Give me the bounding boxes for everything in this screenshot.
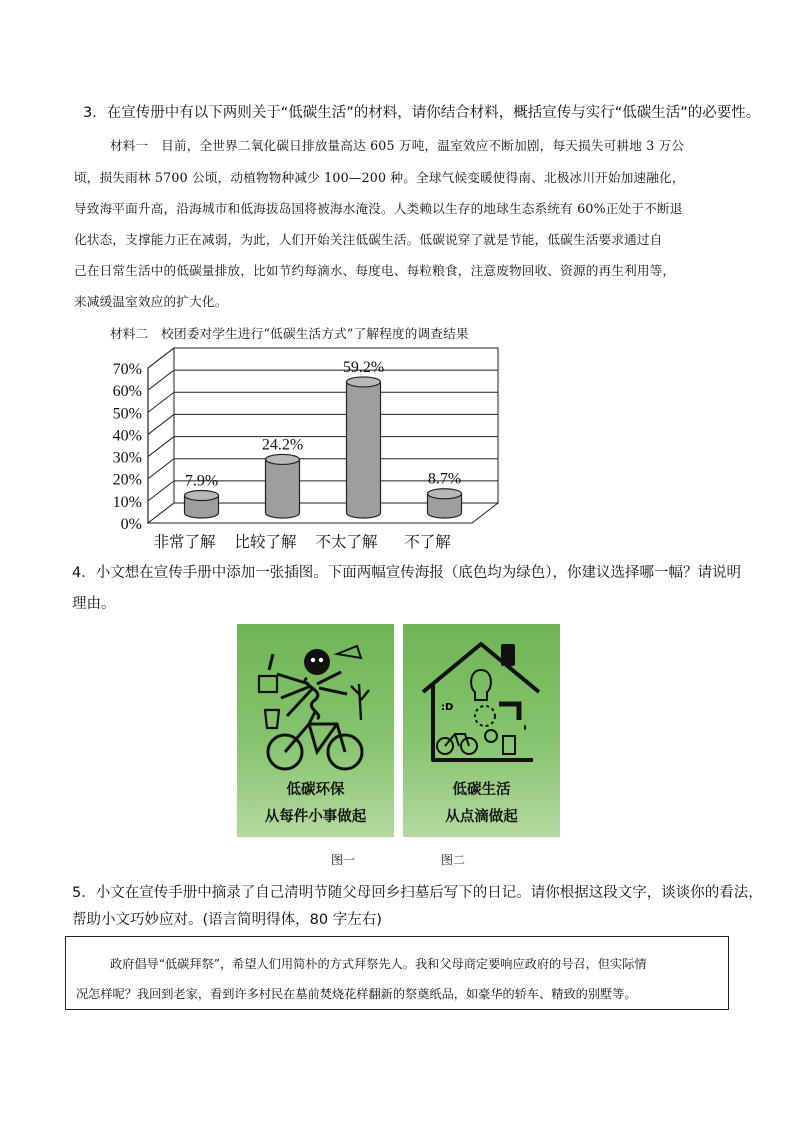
co2-label: :D bbox=[441, 702, 454, 713]
question-4-line: 理由。 bbox=[72, 596, 116, 612]
x-category-label: 比较了解 bbox=[234, 534, 297, 551]
chart-side-wall bbox=[148, 348, 174, 523]
poster-1-caption: 图一 bbox=[331, 853, 356, 867]
cyclist-figure-icon bbox=[237, 624, 394, 774]
question-4-line: 4．小文想在宣传手册中添加一张插图。下面两幅宣传海报（底色均为绿色），你建议选择哪一幅？请说明 bbox=[72, 565, 741, 581]
y-tick-label: 60% bbox=[112, 383, 142, 401]
material-1-line: 己在日常生活中的低碳量排放，比如节约每滴水、每度电、每粒粮食，注意废物回收、资源的再生利用等， bbox=[74, 263, 676, 278]
x-category-label: 不了解 bbox=[404, 534, 451, 551]
poster-2 bbox=[403, 624, 560, 837]
bar-top bbox=[185, 491, 219, 501]
bar-top bbox=[266, 454, 300, 464]
material-1-line: 顷，损失雨林 5700 公顷，动植物物种减少 100—200 种。全球气候变暖使得南、北极冰川开始加速融化， bbox=[74, 170, 685, 185]
y-tick-label: 40% bbox=[112, 427, 142, 445]
house-eco-icon bbox=[403, 624, 560, 774]
bar-data-label: 59.2% bbox=[342, 358, 385, 376]
y-tick-label: 10% bbox=[112, 493, 142, 511]
bar-top bbox=[428, 489, 462, 499]
y-tick-label: 0% bbox=[120, 516, 142, 533]
poster-2-slogan-line1: 低碳生活 bbox=[452, 782, 511, 798]
poster-2-slogan-line2: 从点滴做起 bbox=[445, 809, 518, 825]
y-tick-label: 20% bbox=[112, 471, 142, 489]
poster-2-caption: 图二 bbox=[441, 853, 466, 867]
material-1-line: 来减缓温室效应的扩大化。 bbox=[74, 294, 228, 309]
poster-1-slogan-line2: 从每件小事做起 bbox=[264, 809, 367, 825]
x-category-label: 不太了解 bbox=[315, 534, 378, 551]
material-1-line: 导致海平面升高，沿海城市和低海拔岛国将被海水淹没。人类赖以生存的地球生态系统有 60%正处于不断退 bbox=[74, 201, 683, 216]
x-category-label: 非常了解 bbox=[153, 534, 216, 551]
question-5-line: 帮助小文巧妙应对。(语言简明得体，80 字左右) bbox=[72, 912, 382, 928]
bar-data-label: 8.7% bbox=[427, 470, 462, 488]
bar-body bbox=[347, 382, 381, 513]
bar-data-label: 24.2% bbox=[261, 436, 304, 454]
y-tick-label: 30% bbox=[112, 449, 142, 467]
diary-line: 政府倡导“低碳拜祭”，希望人们用简朴的方式拜祭先人。我和父母商定要响应政府的号召，但实际情 bbox=[110, 957, 647, 971]
question-5-line: 5．小文在宣传手册中摘录了自己清明节随父母回乡扫墓后写下的日记。请你根据这段文字，谈谈你的看法， bbox=[72, 885, 763, 901]
material-2-title: 材料二 校团委对学生进行“低碳生活方式”了解程度的调查结果 bbox=[110, 326, 469, 341]
diary-line: 况怎样呢？我回到老家，看到许多村民在墓前焚烧花样翻新的祭奠纸品，如豪华的轿车、精致的别墅等。 bbox=[76, 987, 637, 1001]
material-1-line: 材料一 目前，全世界二氧化碳日排放量高达 605 万吨，温室效应不断加剧，每天损失可耕地 3 万公 bbox=[110, 138, 685, 153]
question-3-text: 3．在宣传册中有以下两则关于“低碳生活”的材料，请你结合材料，概括宣传与实行“低碳生活”的必要性。 bbox=[83, 105, 761, 121]
material-1-line: 化状态，支撑能力正在减弱，为此，人们开始关注低碳生活。低碳说穿了就是节能，低碳生活要求通过自 bbox=[74, 232, 663, 247]
poster-1-slogan-line1: 低碳环保 bbox=[286, 782, 345, 798]
bar-body bbox=[266, 459, 300, 513]
bar-data-label: 7.9% bbox=[184, 472, 219, 490]
bar-top bbox=[347, 377, 381, 387]
y-tick-label: 70% bbox=[112, 361, 142, 378]
survey-bar-chart bbox=[100, 345, 520, 560]
diary-excerpt-box bbox=[65, 936, 729, 1010]
y-tick-label: 50% bbox=[112, 405, 142, 423]
poster-1 bbox=[237, 624, 394, 837]
